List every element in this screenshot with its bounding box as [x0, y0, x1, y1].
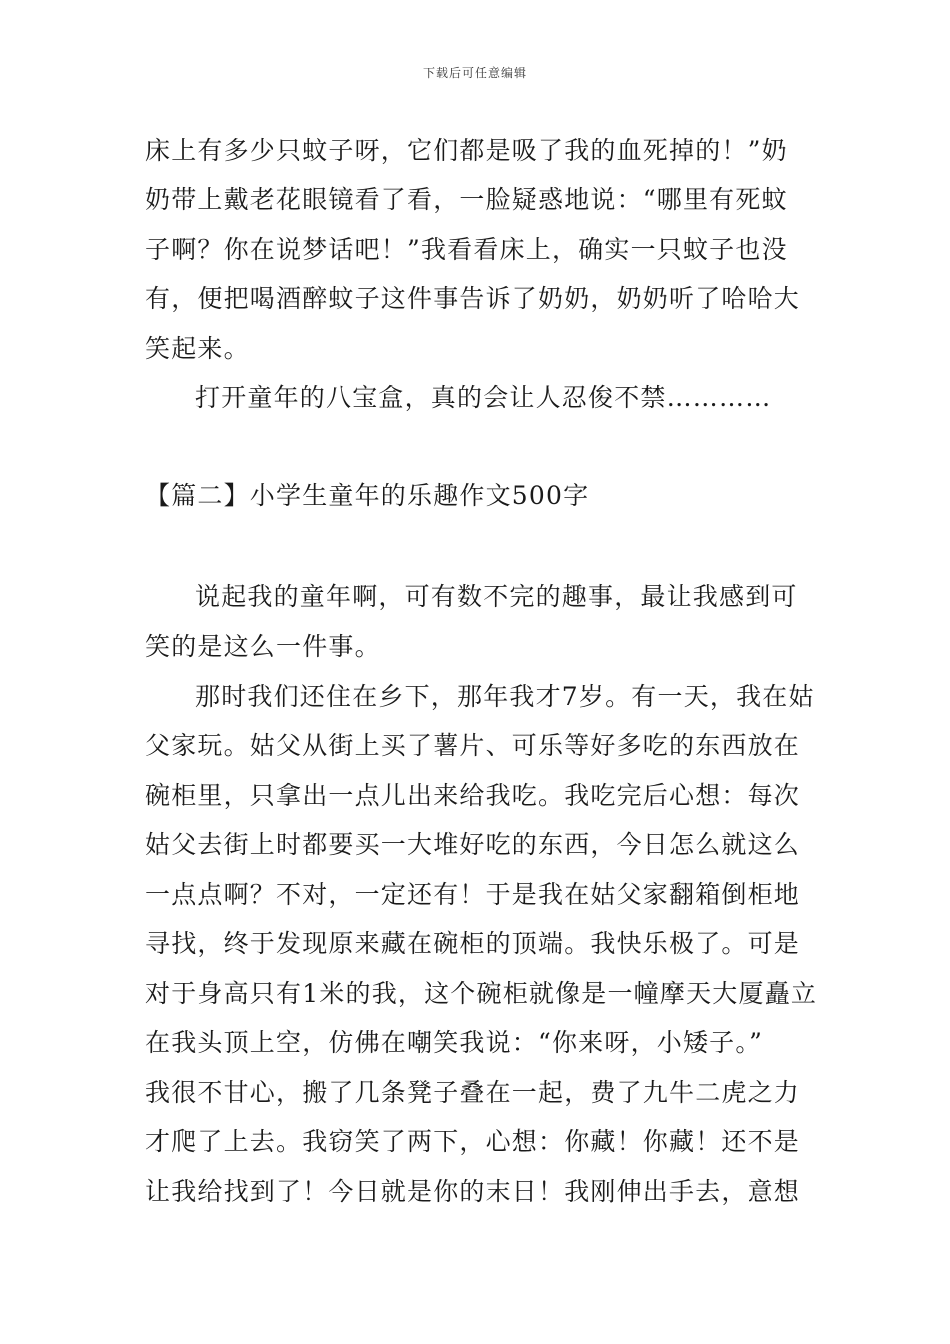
section-heading: 【篇二】小学生童年的乐趣作文500字	[145, 481, 590, 510]
paragraph-line: 让我给找到了！今日就是你的末日！我刚伸出手去，意想	[145, 1177, 801, 1206]
paragraph-line: 笑起来。	[145, 334, 250, 363]
paragraph-line: 碗柜里，只拿出一点儿出来给我吃。我吃完后心想：每次	[145, 781, 801, 810]
paragraph-line: 有，便把喝酒醉蚊子这件事告诉了奶奶，奶奶听了哈哈大	[145, 284, 801, 313]
paragraph-line: 寻找，终于发现原来藏在碗柜的顶端。我快乐极了。可是	[145, 929, 801, 958]
closing-line: 打开童年的八宝盒，真的会让人忍俊不禁…………	[195, 383, 772, 412]
paragraph-line: 对于身高只有1米的我，这个碗柜就像是一幢摩天大厦矗立	[145, 979, 818, 1008]
paragraph-line: 床上有多少只蚊子呀，它们都是吸了我的血死掉的！”奶	[145, 136, 788, 165]
paragraph-line: 才爬了上去。我窃笑了两下，心想：你藏！你藏！还不是	[145, 1127, 801, 1156]
page-header: 下载后可任意编辑	[422, 66, 527, 80]
paragraph-line: 父家玩。姑父从街上买了薯片、可乐等好多吃的东西放在	[145, 731, 801, 760]
paragraph-line: 一点点啊？不对，一定还有！于是我在姑父家翻箱倒柜地	[145, 880, 801, 909]
paragraph-line: 笑的是这么一件事。	[145, 632, 381, 661]
paragraph-line: 姑父去街上时都要买一大堆好吃的东西，今日怎么就这么	[145, 830, 801, 859]
paragraph-line: 那时我们还住在乡下，那年我才7岁。有一天，我在姑	[195, 682, 815, 711]
paragraph-line: 说起我的童年啊，可有数不完的趣事，最让我感到可	[195, 582, 798, 611]
paragraph-line: 子啊？你在说梦话吧！”我看看床上，确实一只蚊子也没	[145, 235, 788, 264]
paragraph-line: 我很不甘心，搬了几条凳子叠在一起，费了九牛二虎之力	[145, 1078, 801, 1107]
paragraph-line: 在我头顶上空，仿佛在嘲笑我说：“你来呀，小矮子。”	[145, 1028, 764, 1057]
paragraph-line: 奶带上戴老花眼镜看了看，一脸疑惑地说：“哪里有死蚊	[145, 185, 788, 214]
